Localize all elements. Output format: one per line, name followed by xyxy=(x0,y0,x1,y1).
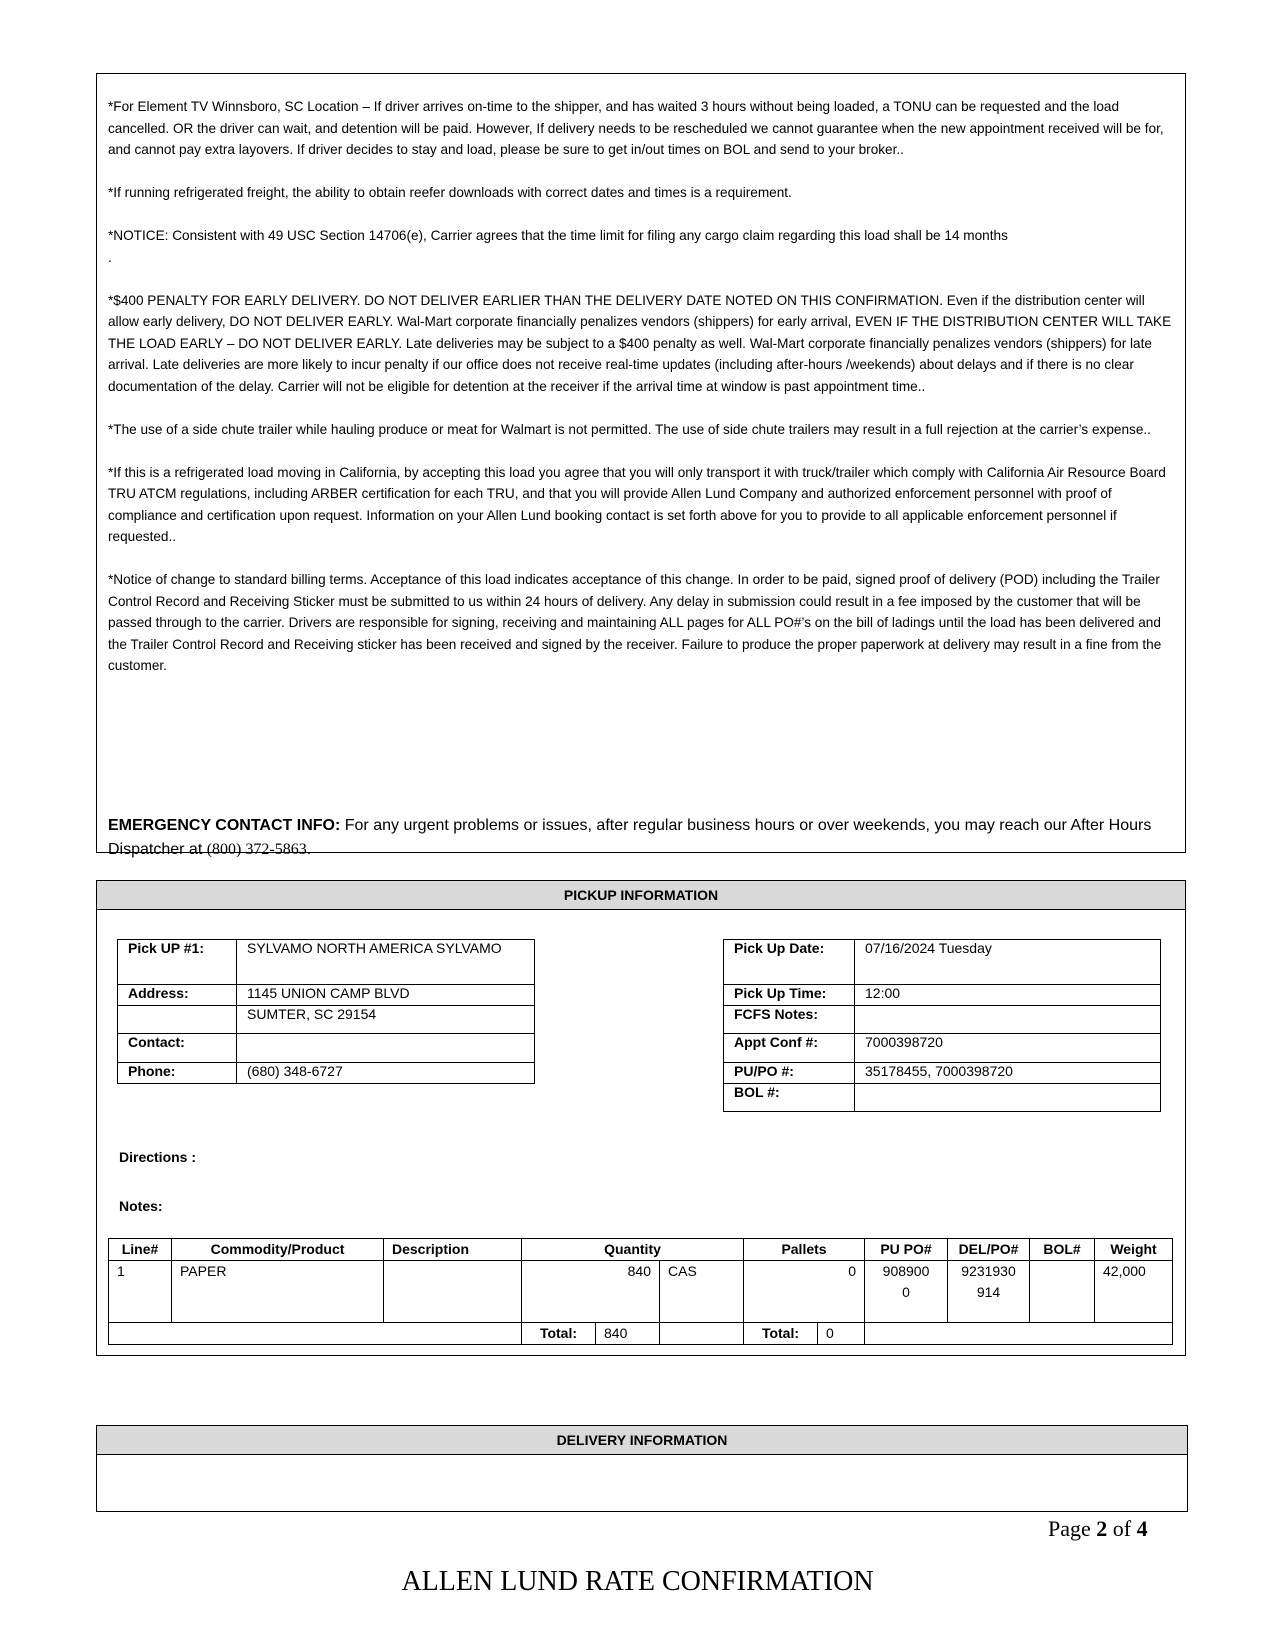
bol-label: BOL #: xyxy=(724,1084,855,1112)
term-cargo-claim: *NOTICE: Consistent with 49 USC Section 14706(e), Carrier agrees that the time limit for filing any cargo claim regarding this load shall be 14 months . xyxy=(108,228,1008,265)
fcfs-notes-value xyxy=(855,1006,1161,1034)
col-bol: BOL# xyxy=(1030,1239,1095,1261)
emergency-text: For any urgent problems or issues, after regular business hours or over weekends, you may reach our After Hours Dispatcher at xyxy=(108,817,1152,858)
col-weight: Weight xyxy=(1095,1239,1173,1261)
notes-label: Notes: xyxy=(119,1198,163,1214)
pickup-panel xyxy=(96,880,1186,1356)
cell-unit: CAS xyxy=(660,1261,744,1323)
pickup-location-table xyxy=(117,939,535,1084)
delivery-header: DELIVERY INFORMATION xyxy=(97,1426,1187,1455)
commodity-table xyxy=(108,1238,1173,1345)
pick-up-value: SYLVAMO NORTH AMERICA SYLVAMO xyxy=(237,940,535,985)
page-of: of xyxy=(1112,1516,1132,1541)
emergency-contact xyxy=(108,814,1178,862)
col-line: Line# xyxy=(109,1239,172,1261)
term-billing: *Notice of change to standard billing terms. Acceptance of this load indicates acceptance of this change. In order to be paid, signed proof of delivery (POD) including the Trailer Control Record and Receiving Sticker must be submitted to us within 24 hours of delivery. Any delay in submission could result in a fee imposed by the customer that will be passed through to the carrier. Drivers are responsible for signing, receiving and maintaining ALL pages for ALL PO#’s on the bill of ladings until the load has been delivered and the Trailer Control Record and Receiving sticker has been received and signed by the receiver. Failure to produce the proper paperwork at delivery may result in a fine from the customer. xyxy=(108,572,1162,673)
cell-commodity: PAPER xyxy=(172,1261,384,1323)
col-quantity: Quantity xyxy=(522,1239,744,1261)
col-commodity: Commodity/Product xyxy=(172,1239,384,1261)
appt-conf-value: 7000398720 xyxy=(855,1034,1161,1063)
col-pu-po: PU PO# xyxy=(865,1239,948,1261)
address-line1: 1145 UNION CAMP BLVD xyxy=(237,985,535,1006)
terms-text xyxy=(108,96,1178,698)
cell-del-po-line1: 9231930 xyxy=(961,1263,1016,1279)
page-total: 4 xyxy=(1136,1516,1148,1541)
bol-value xyxy=(855,1084,1161,1112)
terms-box xyxy=(96,73,1186,858)
cell-pallets: 0 xyxy=(744,1261,865,1323)
emergency-label: EMERGENCY CONTACT INFO: xyxy=(108,817,341,834)
contact-label: Contact: xyxy=(118,1034,237,1063)
pick-up-time-value: 12:00 xyxy=(855,985,1161,1006)
term-side-chute: *The use of a side chute trailer while hauling produce or meat for Walmart is not permitted. The use of side chute trailers may result in a full rejection at the carrier’s expense.. xyxy=(108,421,1151,437)
col-description: Description xyxy=(384,1239,522,1261)
pickup-header: PICKUP INFORMATION xyxy=(97,881,1185,910)
total-pallets-value: 0 xyxy=(818,1323,865,1345)
cell-pu-po-line1: 908900 xyxy=(882,1263,930,1279)
commodity-header-row xyxy=(109,1239,1173,1261)
term-california-carb: *If this is a refrigerated load moving in California, by accepting this load you agree that you will only transport it with truck/trailer which comply with California Air Resource Board TRU ATCM regulations, including ARBER certification for each TRU, and that you will provide Allen Lund Company and authorized enforcement personnel with proof of compliance and certification upon request. Information on your Allen Lund booking contact is set forth above for you to provide to all applicable enforcement personnel if requested.. xyxy=(108,464,1166,544)
cell-del-po xyxy=(948,1261,1030,1323)
term-element-tv: *For Element TV Winnsboro, SC Location – If driver arrives on-time to the shipper, and has waited 3 hours without being loaded, a TONU can be requested and the load cancelled. OR the driver can wait, and detention will be paid. However, If delivery needs to be rescheduled we cannot guarantee when the new appointment received will be for, and cannot pay extra layovers. If driver decides to stay and load, please be sure to get in/out times on BOL and send to your broker.. xyxy=(108,99,1164,157)
cell-weight: 42,000 xyxy=(1095,1261,1173,1323)
cell-description xyxy=(384,1261,522,1323)
pu-po-label: PU/PO #: xyxy=(724,1063,855,1084)
totals-spacer xyxy=(109,1323,522,1345)
page-prefix: Page xyxy=(1048,1516,1091,1541)
totals-row xyxy=(109,1323,1173,1345)
cell-del-po-line2: 914 xyxy=(976,1284,1001,1300)
page-number xyxy=(1048,1516,1148,1542)
phone-value: (680) 348-6727 xyxy=(237,1063,535,1084)
pickup-schedule-table xyxy=(723,939,1161,1112)
total-unit-spacer xyxy=(660,1323,744,1345)
fcfs-notes-label: FCFS Notes: xyxy=(724,1006,855,1034)
contact-value xyxy=(237,1034,535,1063)
cell-line: 1 xyxy=(109,1261,172,1323)
col-pallets: Pallets xyxy=(744,1239,865,1261)
pick-up-time-label: Pick Up Time: xyxy=(724,985,855,1006)
address-spacer xyxy=(118,1006,237,1034)
delivery-panel xyxy=(96,1425,1188,1512)
term-early-delivery-penalty: *$400 PENALTY FOR EARLY DELIVERY. DO NOT DELIVER EARLIER THAN THE DELIVERY DATE NOTED ON THIS CONFIRMATION. Even if the distribution center will allow early delivery, DO NOT DELIVER EARLY. Wal-Mart corporate financially penalizes vendors (shippers) for early arrival, EVEN IF THE DISTRIBUTION CENTER WILL TAKE THE LOAD EARLY – DO NOT DELIVER EARLY. Late deliveries may be subject to a $400 penalty as well. Wal-Mart corporate financially penalizes vendors (shippers) for late arrival. Late deliveries are more likely to incur penalty if our office does not receive real-time updates (including after-hours /weekends) about delays and if there is no clear documentation of the delay. Carrier will not be eligible for detention at the receiver if the arrival time at window is past appointment time.. xyxy=(108,292,1172,394)
page-current: 2 xyxy=(1096,1516,1108,1541)
total-quantity-label: Total: xyxy=(522,1323,596,1345)
address-label: Address: xyxy=(118,985,237,1006)
directions-label: Directions : xyxy=(119,1149,197,1165)
pu-po-value: 35178455, 7000398720 xyxy=(855,1063,1161,1084)
document-title: ALLEN LUND RATE CONFIRMATION xyxy=(401,1566,874,1597)
emergency-phone: (800) 372-5863 xyxy=(206,841,307,858)
pick-up-date-label: Pick Up Date: xyxy=(724,940,855,985)
total-quantity-value: 840 xyxy=(596,1323,660,1345)
address-line2: SUMTER, SC 29154 xyxy=(237,1006,535,1034)
cell-quantity: 840 xyxy=(522,1261,660,1323)
pick-up-date-value: 07/16/2024 Tuesday xyxy=(855,940,1161,985)
col-del-po: DEL/PO# xyxy=(948,1239,1030,1261)
cell-pu-po-line2: 0 xyxy=(902,1284,910,1300)
emergency-end: . xyxy=(306,841,312,858)
cell-bol xyxy=(1030,1261,1095,1323)
pick-up-label: Pick UP #1: xyxy=(118,940,237,985)
total-pallets-label: Total: xyxy=(744,1323,818,1345)
table-row xyxy=(109,1261,1173,1323)
term-reefer-downloads: *If running refrigerated freight, the ability to obtain reefer downloads with correct dates and times is a requirement. xyxy=(108,185,792,200)
appt-conf-label: Appt Conf #: xyxy=(724,1034,855,1063)
totals-trailing-spacer xyxy=(865,1323,1173,1345)
cell-pu-po xyxy=(865,1261,948,1323)
phone-label: Phone: xyxy=(118,1063,237,1084)
